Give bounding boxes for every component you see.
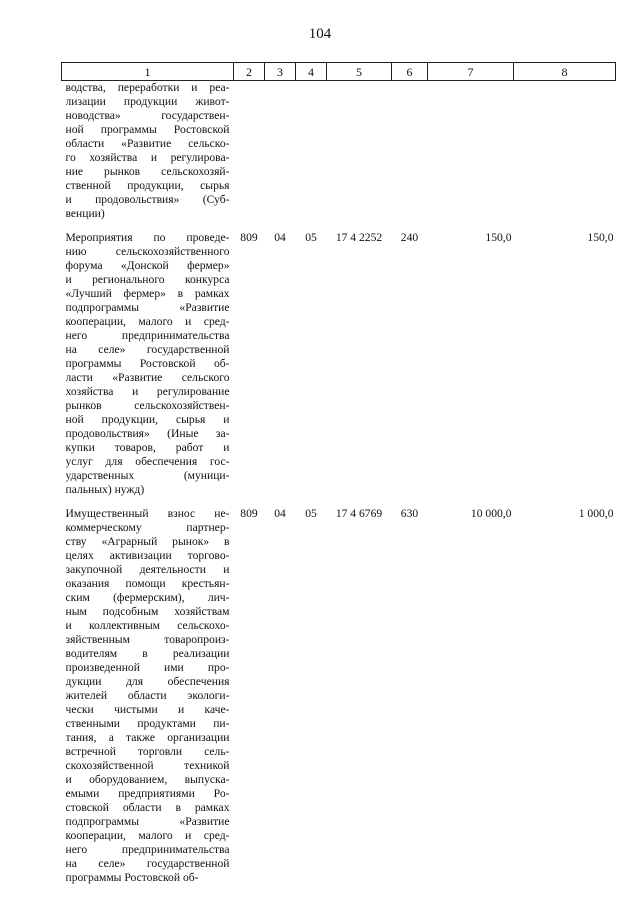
ministry-code: 809 [240,231,258,244]
description-line: форума «Донской фермер» [65,259,230,272]
expense-type-code: 240 [400,231,419,244]
description-line: и коллективным сельскохо- [65,619,230,632]
description-line: нию сельскохозяйственного [65,245,230,258]
description-line: хозяйства и регулирование [65,385,230,398]
description-line: программы Ростовской об- [65,357,230,370]
row-description [62,81,234,222]
description-line: ласти «Развитие сельского [65,371,230,384]
target-article-code [327,81,392,222]
col-header-3: 3 [265,63,296,81]
ministry-code [234,81,265,222]
description-line: и регионального конкурса [65,273,230,286]
description-line: ству «Аграрный рынок» в [65,535,230,548]
description-line: и продовольствия» (Суб- [65,193,230,206]
description-line: дукции для обеспечения [65,675,230,688]
description-line: кооперации, малого и сред- [65,829,230,842]
col-header-5: 5 [327,63,392,81]
amount-year-2: 1 000,0 [578,507,614,520]
description-line: тания, а также организации [65,731,230,744]
budget-table [61,62,616,885]
description-line: произведенной ими про- [65,661,230,674]
description-line: жителей области экологи- [65,689,230,702]
description-line: рынков сельскохозяйствен- [65,399,230,412]
row-description [62,507,234,885]
description-line: программы Ростовской об- [65,871,199,884]
page-number: 104 [308,26,332,42]
description-line: го хозяйства и регулирова- [65,151,230,164]
description-line: закупочной деятельности и [65,563,230,576]
description-line: купки товаров, работ и [65,441,230,454]
amount-year-1 [428,81,514,222]
description-line: целях активизации торгово- [65,549,230,562]
amount-year-1: 150,0 [485,231,512,244]
row-spacer [62,497,616,507]
description-line: лизации продукции живот- [65,95,230,108]
table-row [62,81,616,222]
description-line: новодства» государствен- [65,109,230,122]
description-line: пальных) нужд) [65,483,145,496]
header-row [62,63,616,81]
description-line: емыми предприятиями Ро- [65,787,230,800]
row-description [62,231,234,497]
description-line: водителям в реализации [65,647,230,660]
description-line: продовольствия» (Иные за- [65,427,230,440]
description-line: скохозяйственной техникой [65,759,230,772]
description-line: ударственных (муници- [65,469,230,482]
table-row [62,507,616,885]
subsection-code: 05 [305,231,317,244]
description-line: на селе» государственной [65,857,230,870]
target-article-code: 17 4 6769 [335,507,383,520]
target-article-code: 17 4 2252 [335,231,383,244]
subsection-code: 05 [305,507,317,520]
description-line: на селе» государственной [65,343,230,356]
description-line: встречной торговли сель- [65,745,230,758]
description-line: ственной продукции, сырья [65,179,230,192]
description-line: коммерческому партнер- [65,521,230,534]
description-line: кооперации, малого и сред- [65,315,230,328]
amount-year-2: 150,0 [587,231,614,244]
description-line: зяйственным товаропроиз- [65,633,230,646]
description-line: водства, переработки и реа- [65,81,230,94]
col-header-1: 1 [62,63,234,81]
description-line: венции) [65,207,105,220]
subsection-code [296,81,327,222]
col-header-6: 6 [392,63,428,81]
description-line: и оборудованием, выпуска- [65,773,230,786]
section-code: 04 [274,507,286,520]
amount-year-2 [514,81,616,222]
description-line: ским (фермерским), лич- [65,591,230,604]
description-line: области «Развитие сельско- [65,137,230,150]
description-line: ственными продуктами пи- [65,717,230,730]
section-code [265,81,296,222]
col-header-8: 8 [514,63,616,81]
ministry-code: 809 [240,507,258,520]
description-line: него предпринимательства [65,843,230,856]
description-line: услуг для обеспечения гос- [65,455,230,468]
description-line: ние рынков сельскохозяй- [65,165,230,178]
row-spacer [62,221,616,231]
description-line: стовской области в рамках [65,801,230,814]
description-line: Мероприятия по проведе- [65,231,230,244]
col-header-4: 4 [296,63,327,81]
description-line: ной программы Ростовской [65,123,230,136]
description-line: Имущественный взнос не- [65,507,230,520]
section-code: 04 [274,231,286,244]
amount-year-1: 10 000,0 [470,507,512,520]
description-line: оказания помощи крестьян- [65,577,230,590]
description-line: чески чистыми и каче- [65,703,230,716]
expense-type-code: 630 [400,507,419,520]
col-header-2: 2 [234,63,265,81]
description-line: «Лучший фермер» в рамках [65,287,230,300]
table-row [62,231,616,497]
description-line: ной продукции, сырья и [65,413,230,426]
description-line: него предпринимательства [65,329,230,342]
expense-type-code [392,81,428,222]
col-header-7: 7 [428,63,514,81]
description-line: ным подсобным хозяйствам [65,605,230,618]
description-line: подпрограммы «Развитие [65,815,230,828]
description-line: подпрограммы «Развитие [65,301,230,314]
